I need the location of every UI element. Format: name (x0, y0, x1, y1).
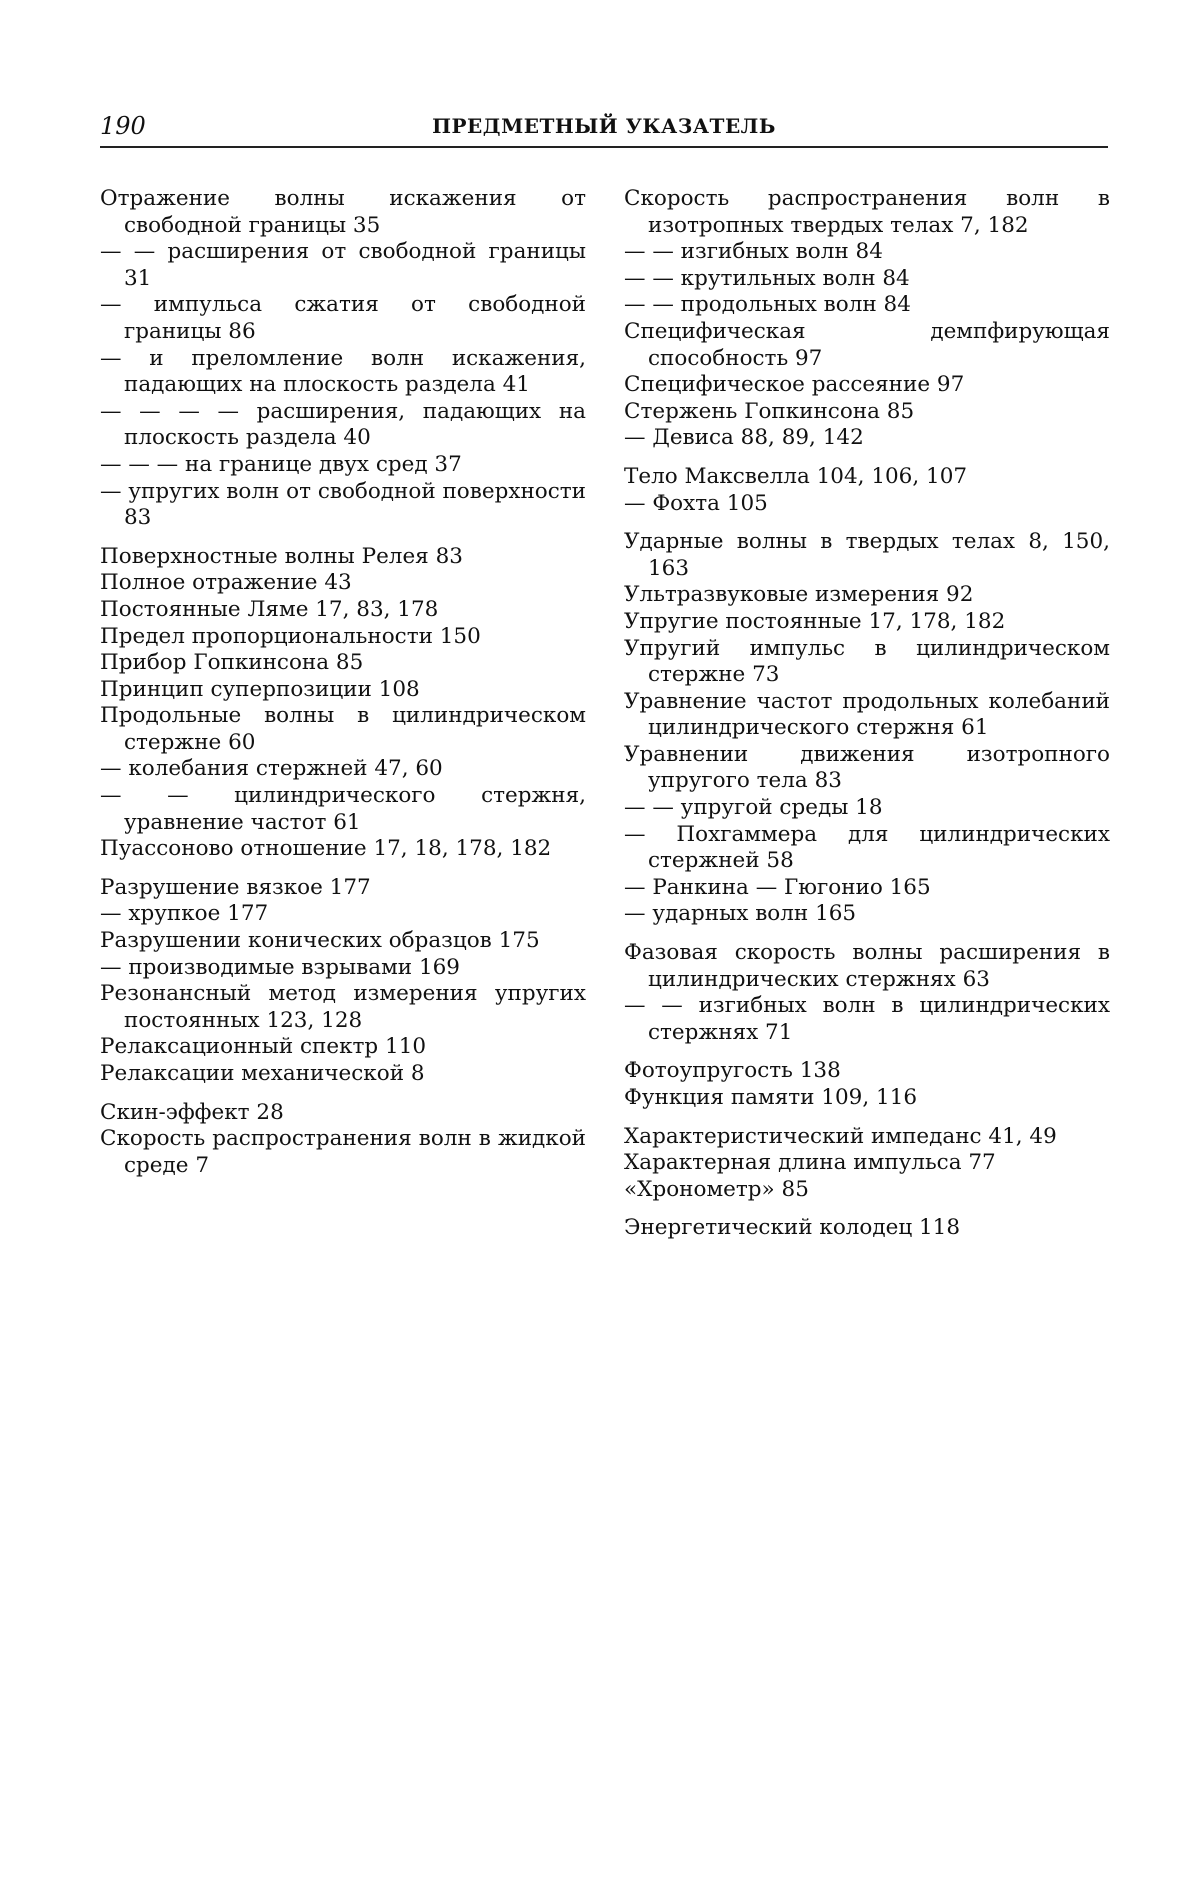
index-entry: Ударные волны в твердых телах 8, 150, 163 (624, 529, 1110, 581)
index-entry: Продольные волны в цилиндрическом стержне 60 (100, 703, 586, 755)
index-entry: — колебания стержней 47, 60 (100, 756, 443, 782)
index-entry: Постоянные Ляме 17, 83, 178 (100, 596, 439, 622)
index-entry: Пуассоново отношение 17, 18, 178, 182 (100, 836, 552, 862)
index-entry: Разрушении конических образцов 175 (100, 928, 540, 954)
index-entry: Скин-эффект 28 (100, 1099, 284, 1125)
index-entry: Прибор Гопкинсона 85 (100, 650, 364, 676)
index-entry: — производимые взрывами 169 (100, 954, 460, 980)
index-entry: — — крутильных волн 84 (624, 265, 910, 291)
index-entry: Релаксационный спектр 110 (100, 1034, 427, 1060)
index-entry: Ультразвуковые измерения 92 (624, 582, 974, 608)
index-entry: — и преломление волн искажения, падающих на плоскость раздела 41 (100, 345, 586, 398)
index-entry: Упругие постоянные 17, 178, 182 (624, 608, 1006, 634)
index-entry: Полное отражение 43 (100, 570, 352, 596)
index-entry: Скорость распространения волн в жидкой среде 7 (100, 1126, 586, 1178)
index-entry: Уравнение частот продольных колебаний цилиндрического стержня 61 (624, 688, 1110, 741)
index-entry: Скорость распространения волн в изотропных твердых телах 7, 182 (624, 186, 1110, 238)
index-entry: — ударных волн 165 (624, 901, 857, 927)
index-entry: — Ранкина — Гюгонио 165 (624, 874, 931, 900)
index-entry: Характеристический импеданс 41, 49 (624, 1123, 1057, 1149)
index-entry: Резонансный метод измерения упругих постоянных 123, 128 (100, 981, 586, 1033)
index-entry: — — цилиндрического стержня, уравнение частот 61 (100, 783, 586, 835)
index-entry: Поверхностные волны Релея 83 (100, 543, 463, 569)
index-entry: Упругий импульс в цилиндрическом стержне 73 (624, 635, 1110, 688)
index-entry: — — — на границе двух сред 37 (100, 451, 462, 477)
index-entry: Тело Максвелла 104, 106, 107 (624, 463, 968, 489)
page-number: 190 (100, 112, 146, 140)
index-entry: — — упругой среды 18 (624, 795, 883, 821)
index-entry: Характерная длина импульса 77 (624, 1150, 996, 1176)
index-entry: Стержень Гопкинсона 85 (624, 398, 915, 424)
index-column-right (624, 186, 1110, 1242)
index-entry: Специфическая демпфирующая способность 97 (624, 318, 1110, 371)
index-entry: Предел пропорциональности 150 (100, 623, 481, 649)
index-entry: — хрупкое 177 (100, 901, 269, 927)
index-entry: — — изгибных волн 84 (624, 239, 883, 265)
index-entry: — — — — расширения, падающих на плоскость раздела 40 (100, 398, 586, 451)
index-column-left (100, 186, 586, 1179)
page-header (100, 112, 1108, 148)
index-entry: Релаксации механической 8 (100, 1061, 425, 1086)
index-entry: Уравнении движения изотропного упругого тела 83 (624, 741, 1110, 794)
index-entry: — упругих волн от свободной поверхности 83 (100, 478, 587, 531)
index-entry: Принцип суперпозиции 108 (100, 676, 420, 702)
running-title: ПРЕДМЕТНЫЙ УКАЗАТЕЛЬ (432, 114, 776, 138)
index-entry: — — изгибных волн в цилиндрических стержнях 71 (624, 993, 1110, 1045)
index-entry: Фотоупругость 138 (624, 1058, 841, 1084)
index-entry: — — продольных волн 84 (624, 292, 911, 318)
index-entry: Функция памяти 109, 116 (624, 1085, 918, 1110)
index-entry: «Хронометр» 85 (624, 1176, 809, 1202)
index-entry: Энергетический колодец 118 (624, 1215, 961, 1241)
index-entry: Специфическое рассеяние 97 (624, 372, 965, 398)
index-entry: — Похгаммера для цилиндрических стержней 58 (624, 821, 1110, 874)
index-entry: — Девиса 88, 89, 142 (624, 425, 864, 451)
index-entry: — импульса сжатия от свободной границы 86 (100, 292, 586, 344)
index-entry: — — расширения от свободной границы 31 (100, 239, 586, 291)
index-entry: — Фохта 105 (624, 490, 768, 516)
index-entry: Разрушение вязкое 177 (100, 874, 371, 900)
index-entry: Отражение волны искажения от свободной границы 35 (100, 186, 586, 238)
index-entry: Фазовая скорость волны расширения в цилиндрических стержнях 63 (624, 940, 1110, 992)
